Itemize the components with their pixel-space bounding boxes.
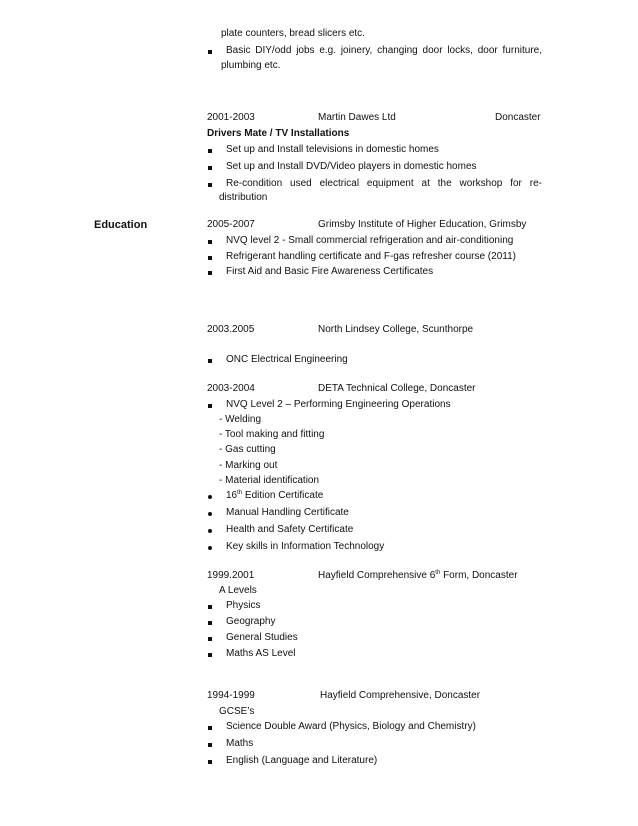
job-company: Martin Dawes Ltd — [318, 112, 396, 123]
edu-institution: North Lindsey College, Scunthorpe — [318, 324, 474, 335]
diy-line-2: plumbing etc. — [221, 60, 281, 71]
bullet-icon — [208, 760, 212, 764]
list-item: Manual Handling Certificate — [226, 507, 349, 518]
institution-text: Form, Doncaster — [440, 570, 518, 581]
sub-item: - Marking out — [219, 460, 278, 471]
list-item: NVQ Level 2 – Performing Engineering Operations — [226, 399, 451, 410]
list-item: Re-condition used electrical equipment at the workshop for re- — [226, 178, 542, 189]
list-item: NVQ level 2 - Small commercial refrigeration and air-conditioning — [226, 235, 514, 246]
qualification-level: A Levels — [219, 585, 257, 596]
sub-item: - Material identification — [219, 475, 320, 486]
edu-years: 2003.2005 — [207, 324, 255, 335]
list-item: Health and Safety Certificate — [226, 524, 354, 535]
bullet-dot-icon — [208, 546, 212, 550]
list-item: Set up and Install televisions in domestic homes — [226, 144, 439, 155]
edu-years: 1994-1999 — [207, 690, 255, 701]
diy-line-1: Basic DIY/odd jobs e.g. joinery, changing door locks, door furniture, — [226, 45, 542, 56]
list-item — [226, 490, 323, 501]
ordinal-suffix: th — [435, 570, 441, 576]
bullet-icon — [208, 359, 212, 363]
bullet-icon — [208, 149, 212, 153]
list-item: Geography — [226, 616, 276, 627]
list-item: Set up and Install DVD/Video players in domestic homes — [226, 161, 477, 172]
bullet-icon — [208, 271, 212, 275]
list-item-continued: distribution — [219, 192, 268, 203]
list-item: English (Language and Literature) — [226, 755, 378, 766]
continued-text: plate counters, bread slicers etc. — [221, 28, 365, 39]
edition-suffix: th — [237, 490, 243, 496]
sub-item: - Gas cutting — [219, 444, 276, 455]
bullet-icon — [208, 50, 212, 54]
job-title: Drivers Mate / TV Installations — [207, 128, 350, 139]
qualification-level: GCSE’s — [219, 706, 255, 717]
bullet-icon — [208, 256, 212, 260]
bullet-icon — [208, 726, 212, 730]
bullet-icon — [208, 621, 212, 625]
section-heading: Education — [94, 219, 148, 231]
list-item: Maths — [226, 738, 254, 749]
bullet-icon — [208, 166, 212, 170]
edu-institution: Grimsby Institute of Higher Education, Grimsby — [318, 219, 527, 230]
bullet-icon — [208, 404, 212, 408]
list-item: General Studies — [226, 632, 298, 643]
bullet-icon — [208, 240, 212, 244]
bullet-dot-icon — [208, 512, 212, 516]
job-years: 2001-2003 — [207, 112, 255, 123]
edition-number: 16 — [226, 490, 238, 501]
list-item: Key skills in Information Technology — [226, 541, 385, 552]
bullet-icon — [208, 743, 212, 747]
list-item: Refrigerant handling certificate and F-gas refresher course (2011) — [226, 251, 516, 262]
sub-item: - Welding — [219, 414, 262, 425]
list-item: First Aid and Basic Fire Awareness Certificates — [226, 266, 434, 277]
list-item: Physics — [226, 600, 261, 611]
bullet-icon — [208, 637, 212, 641]
bullet-dot-icon — [208, 495, 212, 499]
edu-years: 2003-2004 — [207, 383, 255, 394]
job-location: Doncaster — [495, 112, 541, 123]
institution-text: Hayfield Comprehensive 6 — [318, 570, 436, 581]
bullet-icon — [208, 653, 212, 657]
edu-institution — [318, 570, 518, 581]
sub-item: - Tool making and fitting — [219, 429, 325, 440]
list-item: Science Double Award (Physics, Biology and Chemistry) — [226, 721, 476, 732]
list-item: Maths AS Level — [226, 648, 296, 659]
bullet-icon — [208, 183, 212, 187]
edition-text: Edition Certificate — [242, 490, 324, 501]
edu-years: 2005-2007 — [207, 219, 255, 230]
edu-institution: DETA Technical College, Doncaster — [318, 383, 476, 394]
bullet-icon — [208, 605, 212, 609]
bullet-dot-icon — [208, 529, 212, 533]
list-item: ONC Electrical Engineering — [226, 354, 348, 365]
edu-institution: Hayfield Comprehensive, Doncaster — [320, 690, 481, 701]
edu-years: 1999.2001 — [207, 570, 255, 581]
